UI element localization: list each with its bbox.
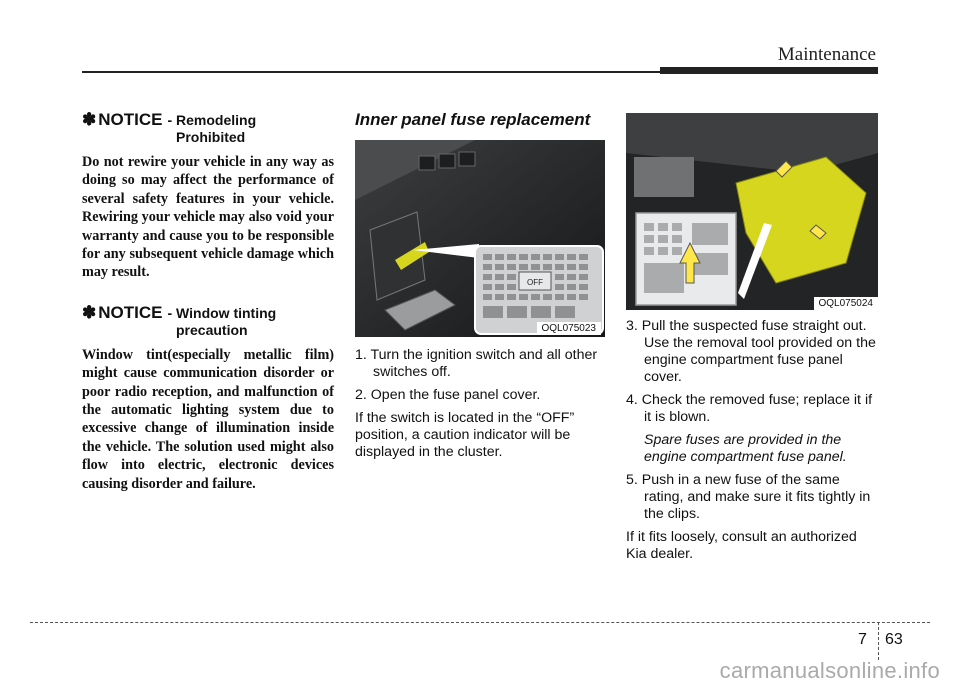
step-3: 3. Pull the suspected fuse straight out. Use the removal tool provided on the engine compartment fuse panel cover. (626, 318, 876, 385)
off-label: OFF (527, 278, 543, 287)
inner-panel-photo (355, 140, 605, 337)
notice-star-icon: ✽ (82, 302, 97, 322)
notice-subtitle: - Window tinting (167, 304, 277, 321)
watermark: carmanualsonline.info (719, 658, 940, 683)
loose-fuse-note: If it fits loosely, consult an authorized Kia dealer. (626, 529, 857, 562)
notice-label: NOTICE (98, 110, 163, 129)
column-notices (82, 110, 334, 493)
notice-remodeling (82, 110, 334, 145)
step-5: 5. Push in a new fuse of the same rating, and make sure it fits tightly in the clips. (626, 472, 871, 522)
inner-panel-illustration (355, 140, 605, 337)
section-title: Inner panel fuse replacement (355, 110, 591, 129)
engine-fuse-box-illustration (626, 113, 878, 310)
spare-fuse-note: Spare fuses are provided in the engine compartment fuse panel. (644, 432, 847, 465)
header-rule-thick (660, 67, 878, 74)
page-header-title: Maintenance (777, 44, 876, 65)
notice-subtitle: - Remodeling (167, 112, 257, 128)
step-2: 2. Open the fuse panel cover. (355, 387, 541, 403)
footer-rule (30, 622, 930, 623)
engine-fuse-box-photo (626, 113, 878, 310)
chapter-number: 7 (858, 631, 867, 648)
notice-subtitle-cont: precaution (176, 321, 248, 338)
step-1: 1. Turn the ignition switch and all other switches off. (355, 347, 598, 380)
column-fuse-steps (626, 110, 878, 569)
notice-star-icon: ✽ (82, 110, 97, 129)
footer-divider (878, 622, 879, 660)
page-number: 63 (885, 631, 903, 648)
notice-body: Do not rewire your vehicle in any way as doing so may affect the performance of several safety features in your vehicle. Rewiring your vehicle may also void your warranty and cause you to be responsible for any subsequent vehicle damage which may result. (82, 154, 334, 281)
notice-subtitle-cont: Prohibited (176, 129, 246, 145)
switch-off-note: If the switch is located in the “OFF” position, a caution indicator will be displayed in the cluster. (355, 410, 575, 460)
notice-window-tint (82, 303, 334, 338)
notice-body: Window tint(especially metallic film) might cause communication disorder or poor radio reception, and malfunction of the automatic lighting system due to excessive change of illumination inside the vehicle. The solution used might also flow into electric, electronic devices causing disorder and failure. (82, 346, 334, 492)
notice-label: NOTICE (98, 302, 163, 322)
step-4: 4. Check the removed fuse; replace it if it is blown. (626, 392, 873, 425)
column-fuse-replacement (355, 110, 605, 467)
header-rule (82, 71, 662, 73)
figure-code: OQL075024 (814, 297, 879, 310)
figure-code: OQL075023 (537, 322, 602, 335)
